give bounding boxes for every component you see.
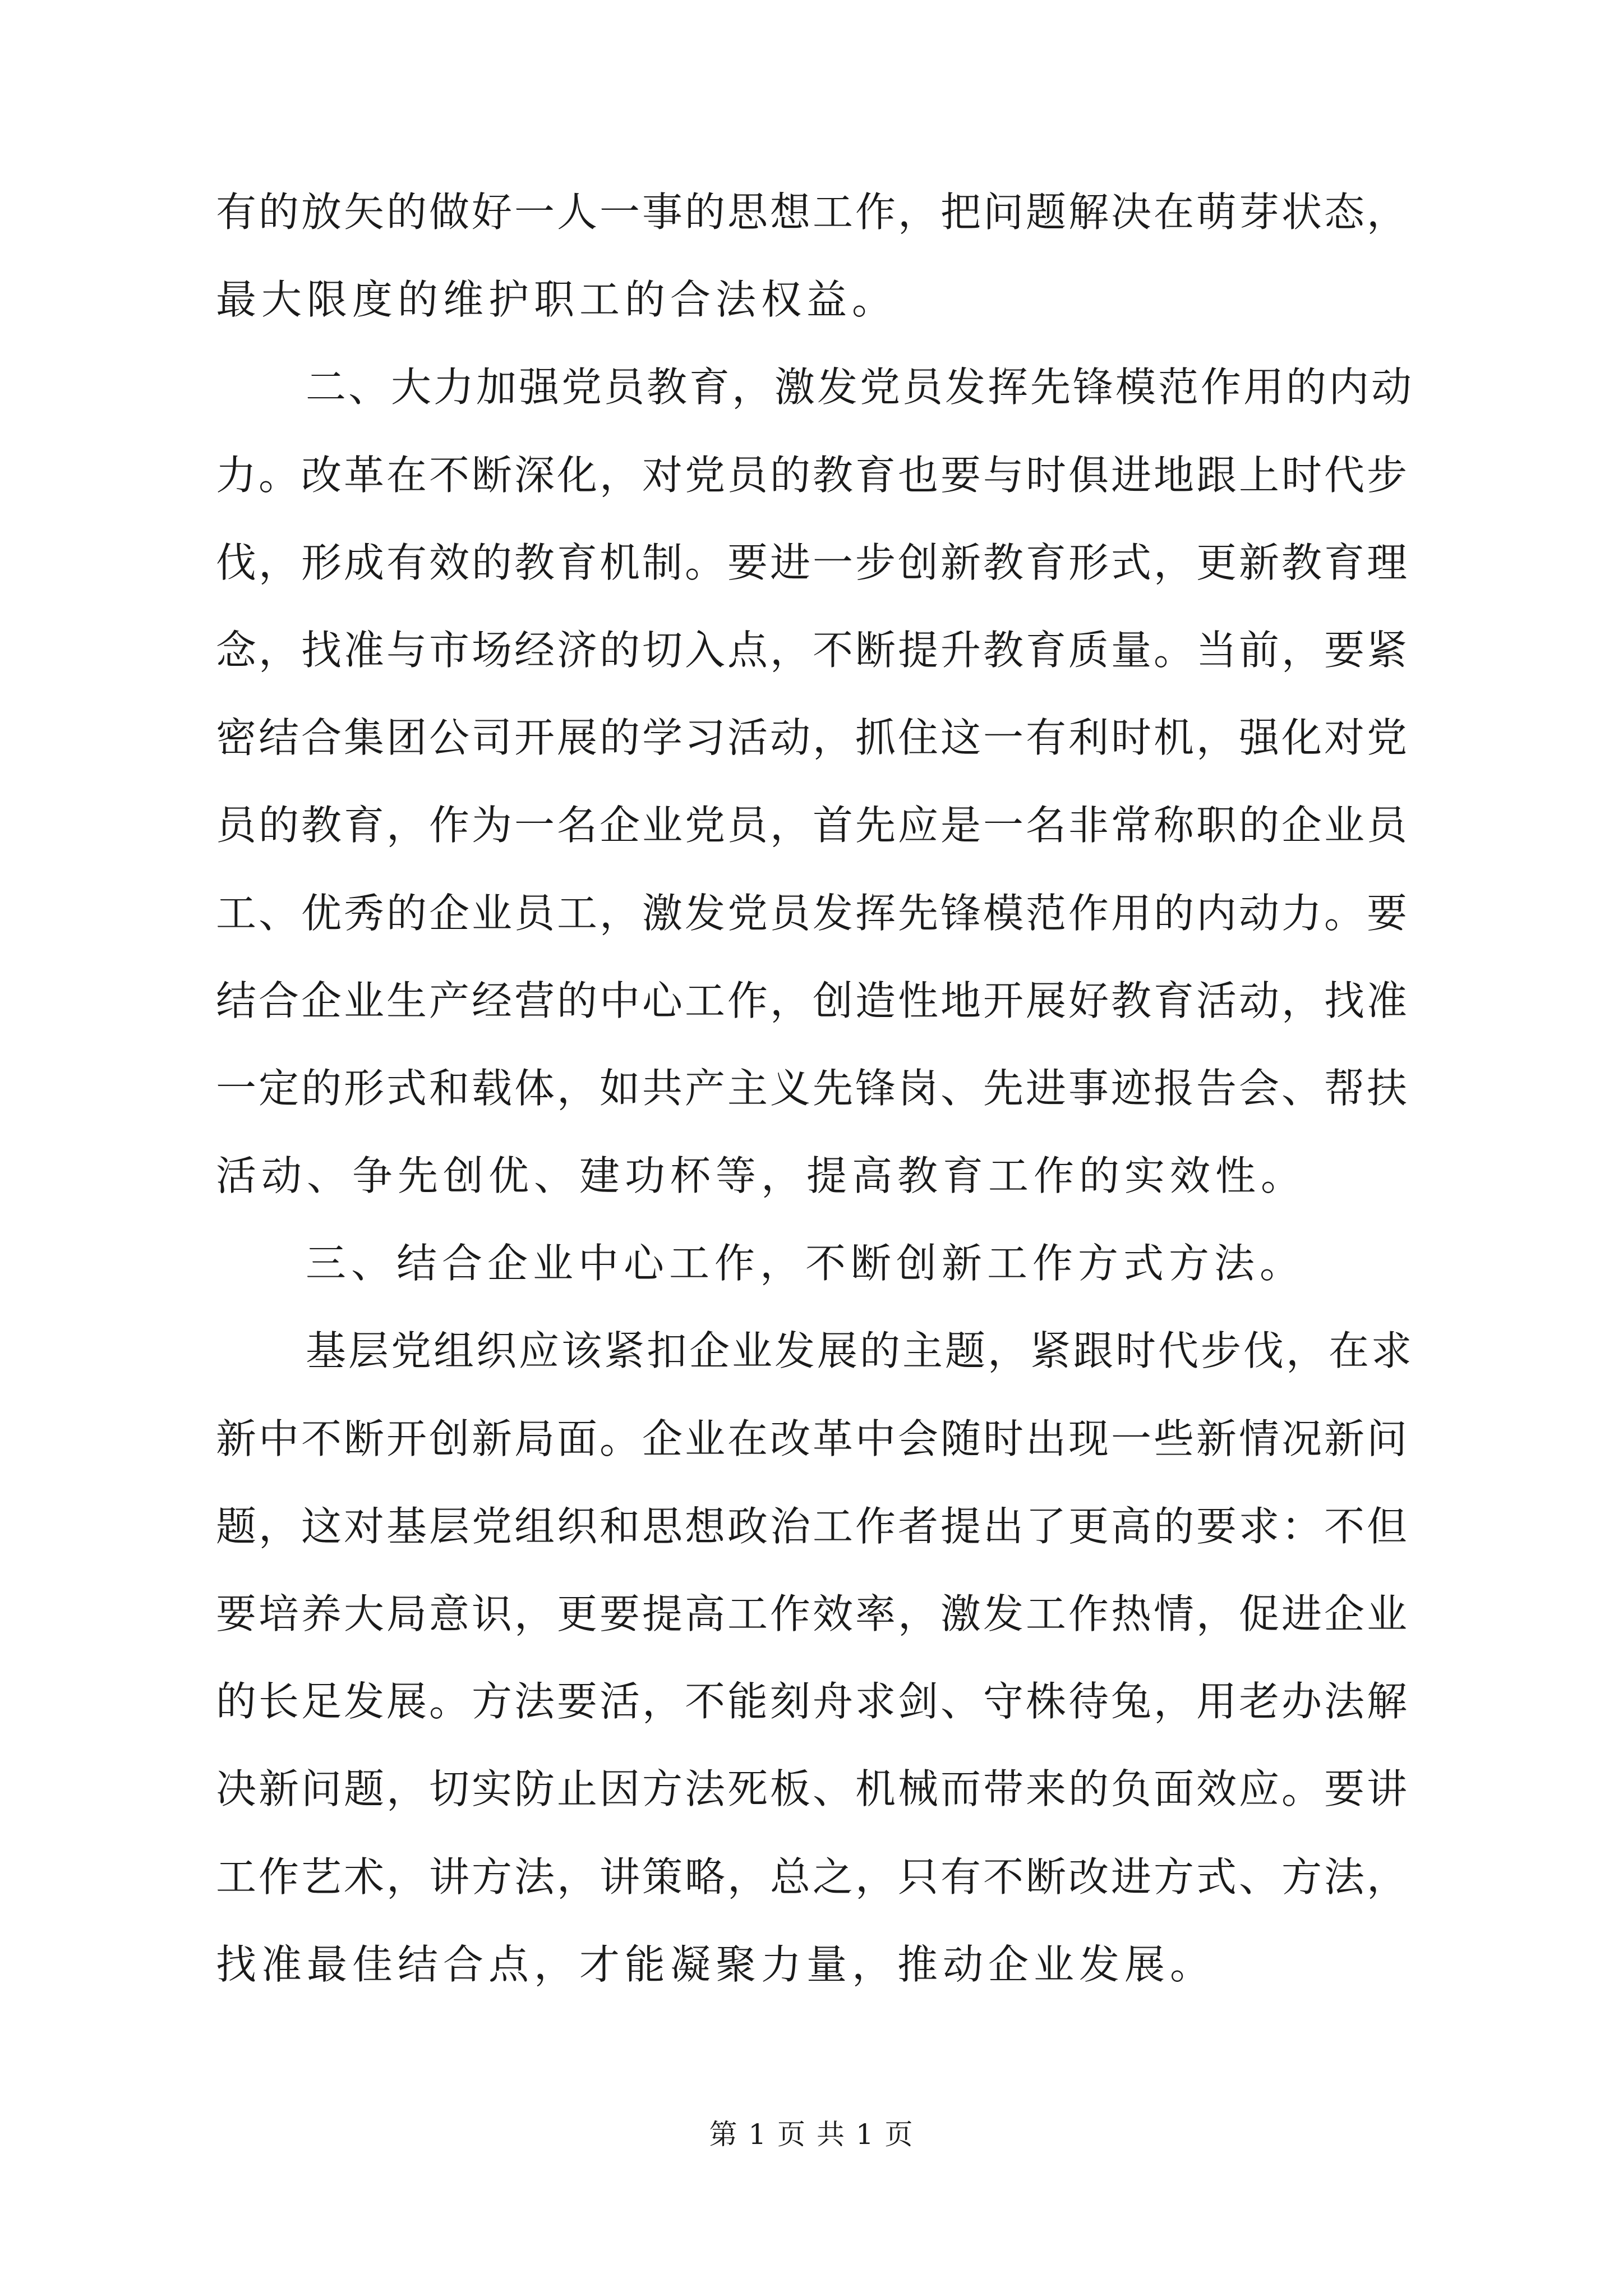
text-line: 结合企业生产经营的中心工作，创造性地开展好教育活动，找准 xyxy=(216,977,1410,1024)
text-line: 题，这对基层党组织和思想政治工作者提出了更高的要求：不但 xyxy=(216,1502,1410,1550)
text-line: 有的放矢的做好一人一事的思想工作，把问题解决在萌芽状态， xyxy=(216,188,1410,236)
text-line: 员的教育，作为一名企业党员，首先应是一名非常称职的企业员 xyxy=(216,802,1410,849)
text-line: 决新问题，切实防止因方法死板、机械而带来的负面效应。要讲 xyxy=(216,1765,1410,1813)
text-line: 力。改革在不断深化，对党员的教育也要与时俱进地跟上时代步 xyxy=(216,451,1410,499)
section-heading-2: 二、大力加强党员教育，激发党员发挥先锋模范作用的内动 xyxy=(306,364,1414,411)
document-body xyxy=(216,168,1422,2008)
section-heading-3: 三、结合企业中心工作，不断创新工作方式方法。 xyxy=(306,1240,1306,1287)
text-line: 伐，形成有效的教育机制。要进一步创新教育形式，更新教育理 xyxy=(216,539,1410,586)
paragraph-start: 基层党组织应该紧扣企业发展的主题，紧跟时代步伐，在求 xyxy=(306,1327,1414,1375)
text-line: 最大限度的维护职工的合法权益。 xyxy=(216,276,898,324)
text-line: 新中不断开创新局面。企业在改革中会随时出现一些新情况新问 xyxy=(216,1415,1410,1462)
text-line: 找准最佳结合点，才能凝聚力量，推动企业发展。 xyxy=(216,1940,1216,1988)
text-line: 一定的形式和载体，如共产主义先锋岗、先进事迹报告会、帮扶 xyxy=(216,1064,1410,1112)
text-line: 工作艺术，讲方法，讲策略，总之，只有不断改进方式、方法， xyxy=(216,1853,1410,1901)
text-line: 要培养大局意识，更要提高工作效率，激发工作热情，促进企业 xyxy=(216,1590,1410,1637)
text-line: 念，找准与市场经济的切入点，不断提升教育质量。当前，要紧 xyxy=(216,626,1410,674)
page-number-footer: 第 1 页 共 1 页 xyxy=(709,2118,914,2151)
text-line: 工、优秀的企业员工，激发党员发挥先锋模范作用的内动力。要 xyxy=(216,889,1410,937)
text-line: 密结合集团公司开展的学习活动，抓住这一有利时机，强化对党 xyxy=(216,714,1410,762)
text-line: 的长足发展。方法要活，不能刻舟求剑、守株待兔，用老办法解 xyxy=(216,1678,1410,1726)
text-line: 活动、争先创优、建功杯等，提高教育工作的实效性。 xyxy=(216,1152,1307,1200)
